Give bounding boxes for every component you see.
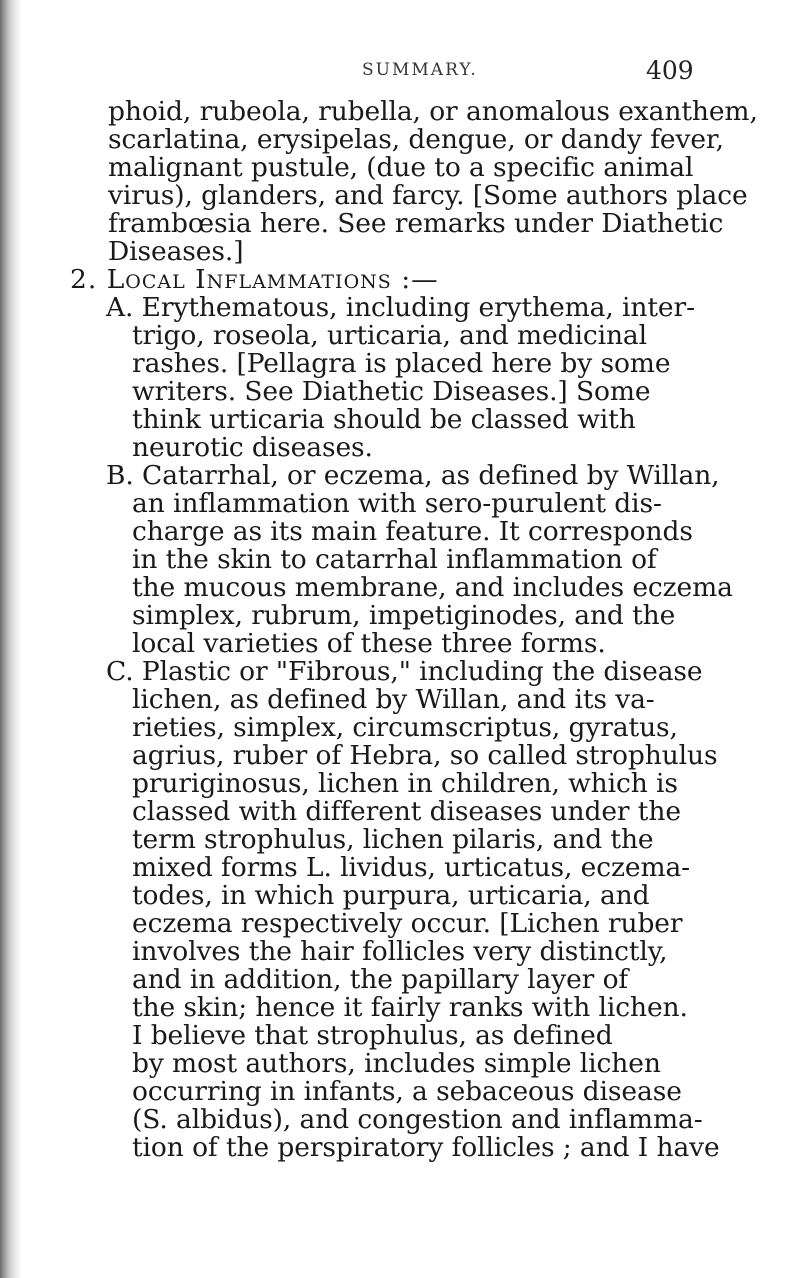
- text-line: involves the hair follicles very distinctly,: [132, 936, 668, 967]
- text-line: scarlatina, erysipelas, dengue, or dandy fever,: [108, 124, 724, 155]
- text-line: in the skin to catarrhal inflammation of: [132, 544, 657, 575]
- text-line: todes, in which purpura, urticaria, and: [132, 880, 650, 911]
- text-line: phoid, rubeola, rubella, or anomalous exanthem,: [108, 96, 758, 127]
- text-line: lichen, as defined by Willan, and its va-: [132, 684, 655, 715]
- text-line: A. Erythematous, including erythema, inter-: [106, 292, 695, 323]
- text-line: writers. See Diathetic Diseases.] Some: [132, 376, 651, 407]
- text-line: an inflammation with sero-purulent dis-: [132, 488, 662, 519]
- text-line: rieties, simplex, circumscriptus, gyratus,: [132, 712, 678, 743]
- text-line: occurring in infants, a sebaceous disease: [132, 1076, 682, 1107]
- text-line: I believe that strophulus, as defined: [132, 1020, 613, 1051]
- text-line: classed with different diseases under the: [132, 796, 681, 827]
- text-line: by most authors, includes simple lichen: [132, 1048, 661, 1079]
- text-line: simplex, rubrum, impetiginodes, and the: [132, 600, 676, 631]
- book-spine-shadow: [0, 0, 22, 1278]
- text-line: the mucous membrane, and includes eczema: [132, 572, 733, 603]
- section-heading: 2. Local Inflammations :—: [70, 264, 439, 295]
- text-line: trigo, roseola, urticaria, and medicinal: [132, 320, 647, 351]
- text-line: eczema respectively occur. [Lichen ruber: [132, 908, 683, 939]
- text-line: tion of the perspiratory follicles ; and I have: [132, 1132, 720, 1163]
- text-line: (S. albidus), and congestion and inflamma-: [132, 1104, 703, 1135]
- text-line: mixed forms L. lividus, urticatus, eczema-: [132, 852, 691, 883]
- text-line: B. Catarrhal, or eczema, as defined by Willan,: [106, 460, 720, 491]
- text-line: think urticaria should be classed with: [132, 404, 636, 435]
- text-line: and in addition, the papillary layer of: [132, 964, 629, 995]
- text-line: neurotic diseases.: [132, 432, 373, 463]
- page-number: 409: [646, 56, 694, 85]
- text-line: the skin; hence it fairly ranks with lichen.: [132, 992, 688, 1023]
- text-line: virus), glanders, and farcy. [Some authors place: [108, 180, 748, 211]
- text-line: Diseases.]: [108, 236, 244, 267]
- running-title: SUMMARY.: [362, 60, 478, 80]
- text-line: rashes. [Pellagra is placed here by some: [132, 348, 671, 379]
- text-line: C. Plastic or "Fibrous," including the disease: [106, 656, 703, 687]
- running-head: [0, 56, 800, 86]
- text-line: local varieties of these three forms.: [132, 628, 606, 659]
- text-line: charge as its main feature. It corresponds: [132, 516, 693, 547]
- text-line: pruriginosus, lichen in children, which is: [132, 768, 678, 799]
- text-line: frambœsia here. See remarks under Diathetic: [108, 208, 724, 239]
- text-line: agrius, ruber of Hebra, so called strophulus: [132, 740, 718, 771]
- text-line: malignant pustule, (due to a specific animal: [108, 152, 694, 183]
- text-line: term strophulus, lichen pilaris, and the: [132, 824, 654, 855]
